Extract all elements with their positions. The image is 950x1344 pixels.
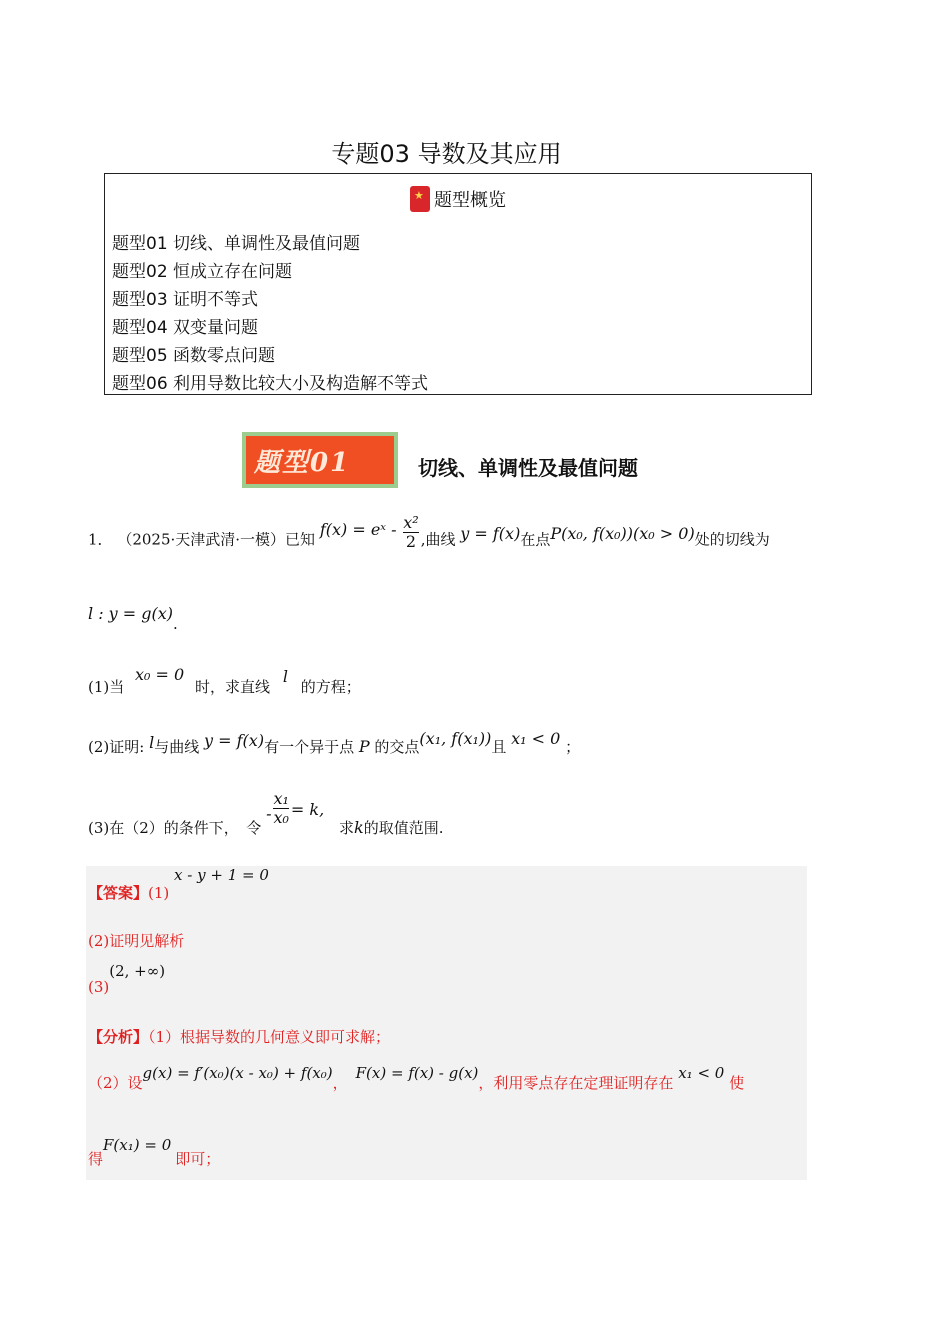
book-icon [410,186,430,212]
q3-numerator: x₁ [273,789,289,808]
q3-minus: - [266,803,272,823]
curve-equation: y = f(x) [460,523,521,543]
analysis-2 [88,1062,800,1092]
list-item: 题型01 切线、单调性及最值问题 [112,234,361,254]
fraction-numerator: x² [403,513,419,532]
q2-prefix: (2)证明: [88,738,145,756]
question-2 [88,729,581,757]
q3-prefix: (3)在（2）的条件下， 令 [88,818,262,837]
list-item: 题型04 双变量问题 [112,318,259,338]
analysis-2-mid: ，利用零点存在定理证明存在 [478,1074,674,1092]
overview-list [112,230,428,398]
fraction-x1-over-x0 [273,790,288,827]
analysis-2-suffix: 使 [729,1074,745,1092]
overview-heading-text: 题型概览 [434,190,506,211]
q2-suffix: ； [565,738,581,756]
q1-condition: x₀ = 0 [135,665,185,684]
analysis-2-prefix: （2）设 [88,1074,143,1092]
at-point-text: 在点 [520,530,551,549]
answer-3 [88,962,166,996]
q2-point: (x₁, f(x₁)) [419,729,492,748]
q2-mid3: 的交点 [374,738,420,756]
point-expression: P(x₀, f(x₀))(x₀ > 0) [550,523,695,543]
answer-3-value: (2, +∞) [109,962,166,980]
q2-point-p: P [358,737,370,756]
answer-1-label: (1) [148,884,170,902]
answer-2: (2)证明见解析 [88,932,185,950]
answer-1 [88,864,269,902]
analysis-3-prefix: 得 [88,1150,104,1168]
problem-number: 1． [88,530,113,549]
section-badge-text: 题型01 [246,436,394,484]
question-1 [88,665,361,697]
analysis-label: 【分析】 [88,1028,149,1046]
q3-denominator: x₀ [273,808,289,827]
list-item: 题型03 证明不等式 [112,290,259,310]
line-definition: l : y = g(x) [88,604,174,623]
function-def: f(x) = eˣ - [319,519,397,539]
q3-k: k [354,817,364,837]
answer-1-value: x - y + 1 = 0 [174,866,269,884]
period: . [173,615,178,633]
analysis-1-text: （1）根据导数的几何意义即可求解； [148,1028,391,1046]
answer-box [86,866,807,1180]
problem-line-2 [88,604,178,633]
problem-line-1 [88,513,828,559]
curve-text: ,曲线 [420,530,456,549]
answer-3-label: (3) [88,978,110,996]
page-title: 专题03 导数及其应用 [331,140,562,168]
overview-box [104,173,812,395]
question-3 [88,789,444,837]
list-item: 题型06 利用导数比较大小及构造解不等式 [112,374,429,394]
answer-label: 【答案】 [88,884,149,902]
q2-mid: 与曲线 [154,738,200,756]
q1-mid: 时，求直线 [195,678,271,696]
q2-curve: y = f(x) [204,731,265,750]
section-badge [242,432,398,488]
problem-source: （2025·天津武清·一模）已知 [117,530,316,549]
q1-line-l: l [282,667,288,686]
analysis-2-comma: ， [332,1074,348,1092]
analysis-3-F: F(x₁) = 0 [103,1136,172,1154]
list-item: 题型02 恒成立存在问题 [112,262,293,282]
analysis-2-condition: x₁ < 0 [678,1064,725,1082]
q3-mid: 求 [338,818,354,837]
analysis-2-F: F(x) = f(x) - g(x) [355,1064,479,1082]
fraction-denominator: 2 [405,532,417,551]
q3-equals-k: = k, [290,799,325,819]
q1-suffix: 的方程； [300,678,361,696]
analysis-2-g: g(x) = f′(x₀)(x - x₀) + f(x₀) [142,1064,333,1082]
list-item: 题型05 函数零点问题 [112,346,276,366]
q2-mid2: 有一个异于点 [264,738,355,756]
analysis-3 [88,1134,221,1168]
q2-condition: x₁ < 0 [511,729,561,748]
overview-heading [105,186,811,212]
fraction-x2-over-2 [403,514,418,551]
analysis-1 [88,1026,390,1047]
q1-prefix: (1)当 [88,678,125,696]
q2-line-l: l [149,733,155,752]
section-title: 切线、单调性及最值问题 [418,456,638,480]
q3-suffix: 的取值范围. [363,818,444,837]
analysis-3-suffix: 即可； [175,1150,221,1168]
tangent-text: 处的切线为 [694,530,770,549]
q2-and: 且 [491,738,507,756]
